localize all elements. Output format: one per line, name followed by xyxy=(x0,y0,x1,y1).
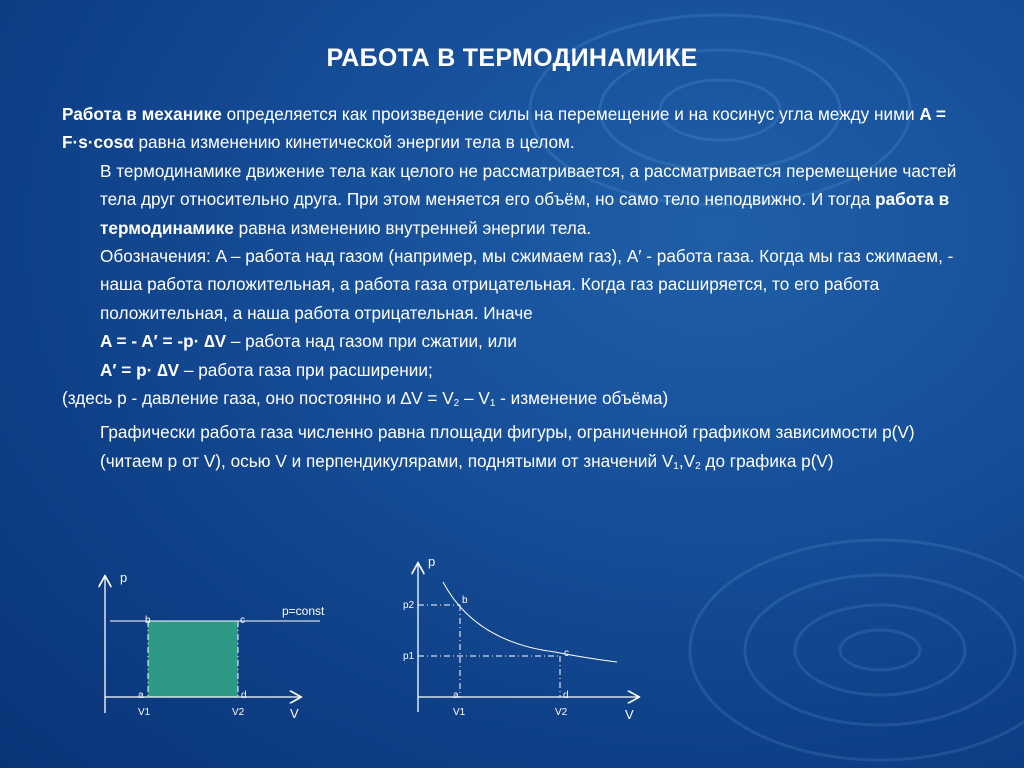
text-span: - изменение объёма) xyxy=(495,388,669,409)
point-d: d xyxy=(563,690,569,701)
formula-work-mechanics: A = F·s·cosα xyxy=(62,104,946,153)
formula-work-on-gas: A = - A′ = -p· ∆V xyxy=(100,331,227,352)
text-span: равна изменению кинетической энергии тела в целом. xyxy=(133,132,575,153)
paragraph-mechanics xyxy=(62,100,982,157)
body-text xyxy=(62,100,982,481)
p-axis-label: p xyxy=(428,554,436,569)
subscript: 2 xyxy=(453,398,460,410)
text-span: – работа газа при расширении; xyxy=(179,359,433,380)
text-span: – работа над газом при сжатии, или xyxy=(226,331,517,352)
tick-v2: V2 xyxy=(555,707,568,718)
term-mechanics: Работа в механике xyxy=(62,104,222,124)
point-a: a xyxy=(453,690,459,701)
expansion-diagram xyxy=(395,552,655,732)
text-span: Графически работа газа численно равна площади фигуры, ограниченной графиком зависимости p(V) (читаем p от V), осью V и перпендикулярами, поднятыми от значений V xyxy=(100,422,915,471)
text-span: – V xyxy=(459,388,490,409)
point-d: d xyxy=(241,690,247,701)
text-span: В термодинамике движение тела как целого не рассматривается, а рассматривается перемещение частей тела друг относительно друга. При этом меняется его объём, но само тело неподвижно. И тогда xyxy=(100,160,957,210)
p-axis-label: p xyxy=(120,570,128,585)
pv-curve xyxy=(443,582,617,662)
point-c: c xyxy=(240,615,245,626)
paragraph-pressure-note xyxy=(62,384,982,418)
page-title: РАБОТА В ТЕРМОДИНАМИКЕ xyxy=(326,44,698,72)
subscript: 1 xyxy=(489,398,496,410)
v-axis-label: V xyxy=(625,707,634,722)
text-span: определяется как произведение силы на перемещение и на косинус угла между ними xyxy=(221,104,920,124)
formula-line-1 xyxy=(62,327,982,355)
subscript: 1 xyxy=(673,460,679,472)
term-thermo-work: работа в термодинамике xyxy=(100,189,950,238)
text-span: ,V xyxy=(678,450,696,471)
paragraph-notation: Обозначения: A – работа над газом (например, мы сжимаем газ), A′ - работа газа. Когда мы газ сжимаем, - наша работа положительная, а работа газа отрицательная. Когда газ расширяется, то его работа положительная, а наша работа отрицательная. Иначе xyxy=(100,246,954,323)
formula-work-of-gas: A′ = p· ∆V xyxy=(100,359,180,380)
point-a: a xyxy=(138,690,144,701)
tick-p2: p2 xyxy=(403,600,415,611)
subscript: 2 xyxy=(695,460,701,472)
isobaric-diagram xyxy=(90,565,350,735)
tick-p1: p1 xyxy=(403,651,415,662)
paragraph-graphical xyxy=(62,418,982,481)
v-axis-label: V xyxy=(290,706,299,721)
text-span: до графика p(V) xyxy=(700,450,834,471)
text-span: (здесь p - давление газа, оно постоянно и ∆V = V xyxy=(62,388,454,409)
pconst-label: p=const xyxy=(282,604,325,618)
tick-v2: V2 xyxy=(232,707,245,718)
paragraph-thermo xyxy=(62,157,982,242)
point-b: b xyxy=(145,615,151,626)
point-c: c xyxy=(564,648,569,659)
work-area xyxy=(148,621,238,697)
point-b: b xyxy=(462,595,468,606)
formula-line-2 xyxy=(62,356,982,384)
text-span: равна изменению внутренней энергии тела. xyxy=(233,217,592,238)
tick-v1: V1 xyxy=(453,707,466,718)
tick-v1: V1 xyxy=(138,707,151,718)
